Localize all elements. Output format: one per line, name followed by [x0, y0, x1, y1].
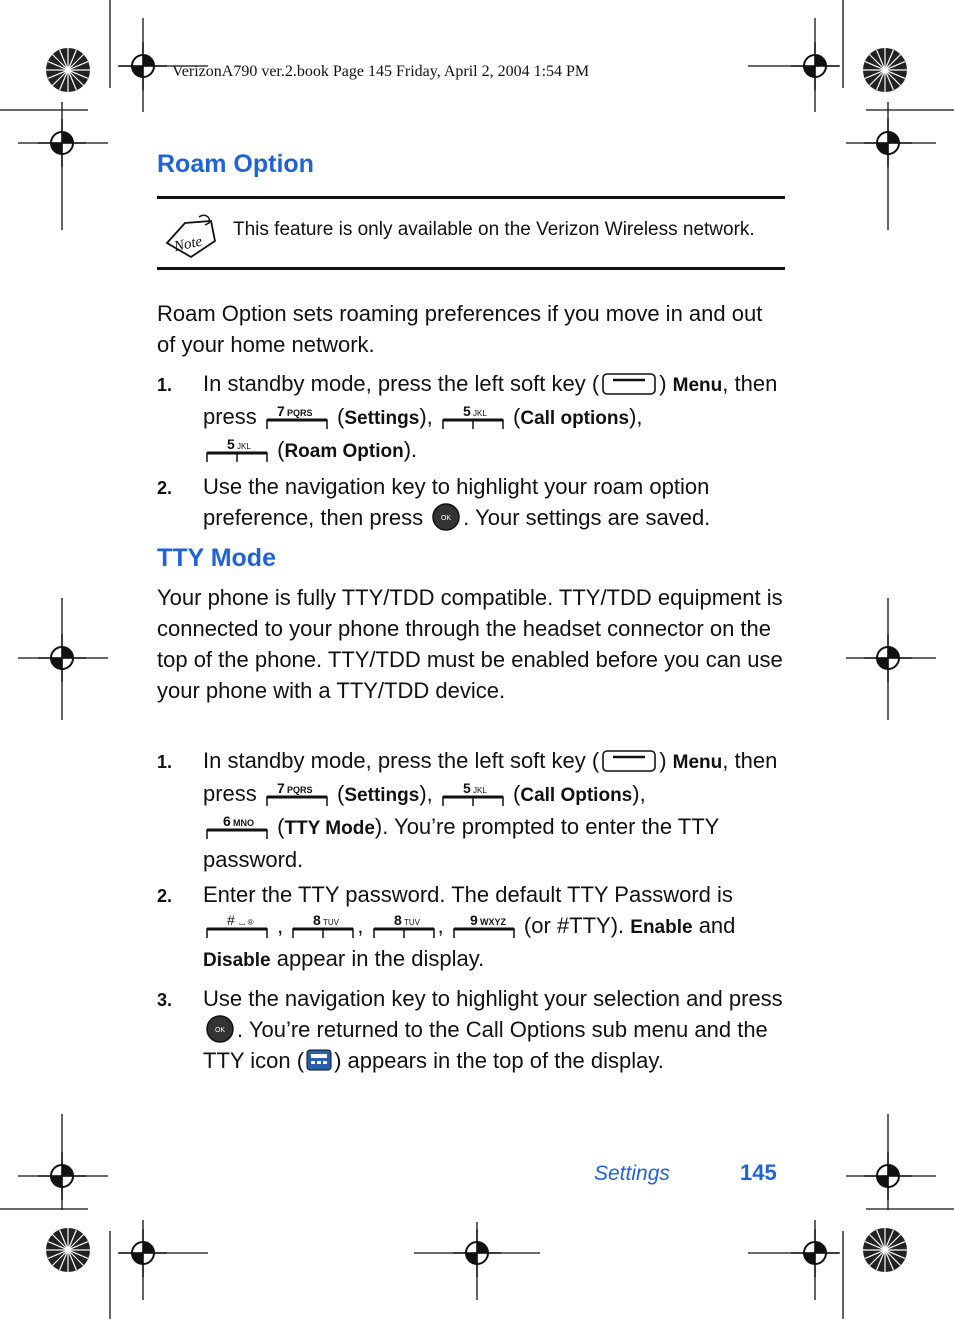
svg-text:JKL: JKL [472, 786, 487, 795]
tty-step-1: 1. In standby mode, press the left soft key ( ) Menu, then press 7 PQRS (Settings), 5 JKL (Call Options), 6 MNO (TTY Mode). You’re prompted to enter the TTY password. [157, 748, 778, 872]
svg-text:MNO: MNO [233, 818, 254, 828]
call-options-label: Call options [520, 408, 630, 429]
svg-text:5: 5 [462, 780, 471, 796]
enable-label: Enable [630, 917, 693, 938]
note-icon [161, 211, 217, 261]
registration-cross-icon [864, 634, 912, 682]
note-icon-label: Note [172, 233, 204, 256]
svg-text:JKL: JKL [237, 442, 251, 451]
left-soft-key-icon [599, 371, 659, 397]
svg-text:WXYZ: WXYZ [479, 917, 506, 927]
registration-cross-icon [791, 1229, 839, 1277]
svg-text:#: # [227, 912, 235, 928]
step-number: 3. [157, 990, 173, 1010]
svg-text:5: 5 [227, 436, 235, 452]
key-5-icon [439, 402, 507, 430]
svg-text:⌴ ®: ⌴ ® [239, 918, 254, 927]
svg-text:TUV: TUV [323, 918, 340, 927]
svg-text:8: 8 [393, 912, 402, 928]
registration-cross-icon [38, 634, 86, 682]
registration-target-icon [863, 48, 907, 92]
section-title-tty-mode: TTY Mode [157, 544, 276, 572]
svg-text:JKL: JKL [472, 409, 487, 418]
registration-cross-icon [453, 1229, 501, 1277]
key-8-icon [370, 911, 438, 939]
menu-label: Menu [672, 375, 723, 396]
svg-text:OK: OK [214, 1027, 226, 1034]
settings-label: Settings [344, 785, 420, 806]
svg-text:7: 7 [276, 780, 285, 796]
key-9-icon [450, 911, 518, 939]
svg-text:9: 9 [469, 912, 478, 928]
key-7-icon [263, 402, 331, 430]
roam-intro-paragraph: Roam Option sets roaming preferences if you move in and out of your home network. [157, 301, 763, 357]
svg-text:TUV: TUV [403, 918, 420, 927]
roam-step-1: 1. In standby mode, press the left soft key ( ) Menu, then press 7 PQRS (Settings), 5 JKL (Call options), 5 JKL (Roam Option). [157, 371, 778, 462]
step-number: 2. [157, 478, 173, 498]
roam-step-2: 2. Use the navigation key to highlight your roam option preference, then press OK . Your settings are saved. [157, 474, 711, 530]
step-number: 1. [157, 752, 173, 772]
registration-cross-icon [791, 42, 839, 90]
registration-cross-icon [38, 119, 86, 167]
key-7-icon [263, 779, 331, 807]
key-6-icon [203, 812, 271, 840]
registration-target-icon [46, 1228, 90, 1272]
disable-label: Disable [203, 950, 271, 971]
key-hash-icon [203, 911, 271, 939]
registration-cross-icon [119, 42, 167, 90]
tty-icon [304, 1046, 334, 1074]
ok-key-icon [429, 503, 463, 531]
svg-text:5: 5 [462, 403, 471, 419]
registration-cross-icon [864, 119, 912, 167]
svg-text:6: 6 [223, 813, 231, 829]
svg-text:PQRS: PQRS [286, 785, 313, 795]
tty-intro-paragraph: Your phone is fully TTY/TDD compatible. TTY/TDD equipment is connected to your phone through the headset connector on the top of the phone. TTY/TDD must be enabled before you can use your phone with a TTY/TDD device. [157, 585, 783, 703]
note-text: This feature is only available on the Verizon Wireless network. [233, 219, 755, 240]
step-number: 1. [157, 375, 173, 395]
settings-label: Settings [344, 408, 420, 429]
menu-label: Menu [672, 752, 723, 773]
ok-key-icon [203, 1015, 237, 1043]
key-5-icon [203, 435, 271, 463]
svg-text:7: 7 [276, 403, 285, 419]
step-number: 2. [157, 886, 173, 906]
svg-text:8: 8 [313, 912, 322, 928]
print-header: VerizonA790 ver.2.book Page 145 Friday, April 2, 2004 1:54 PM [172, 63, 590, 80]
registration-cross-icon [864, 1152, 912, 1200]
page-number: 145 [740, 1160, 777, 1185]
note-box [157, 196, 785, 270]
footer-section-name: Settings [594, 1162, 670, 1185]
tty-mode-label: TTY Mode [284, 818, 375, 839]
roam-option-label: Roam Option [284, 441, 404, 462]
key-5-icon [439, 779, 507, 807]
key-8-icon [289, 911, 357, 939]
tty-step-3: 3. Use the navigation key to highlight your selection and press OK . You’re returned to the Call Options sub menu and the TTY icon ( ) appears in the top of the display. [157, 986, 783, 1073]
registration-target-icon [46, 48, 90, 92]
tty-step-2: 2. Enter the TTY password. The default TTY Password is # ⌴ ® , 8 TUV , 8 TUV , 9 WXYZ (or #TTY). Enable and Disable appear in the display. [157, 882, 736, 971]
svg-text:OK: OK [441, 515, 452, 522]
call-options-label: Call Options [520, 785, 633, 806]
svg-text:PQRS: PQRS [286, 408, 313, 418]
registration-cross-icon [38, 1152, 86, 1200]
left-soft-key-icon [599, 748, 659, 774]
registration-target-icon [863, 1228, 907, 1272]
registration-cross-icon [119, 1229, 167, 1277]
section-title-roam-option: Roam Option [157, 150, 314, 178]
